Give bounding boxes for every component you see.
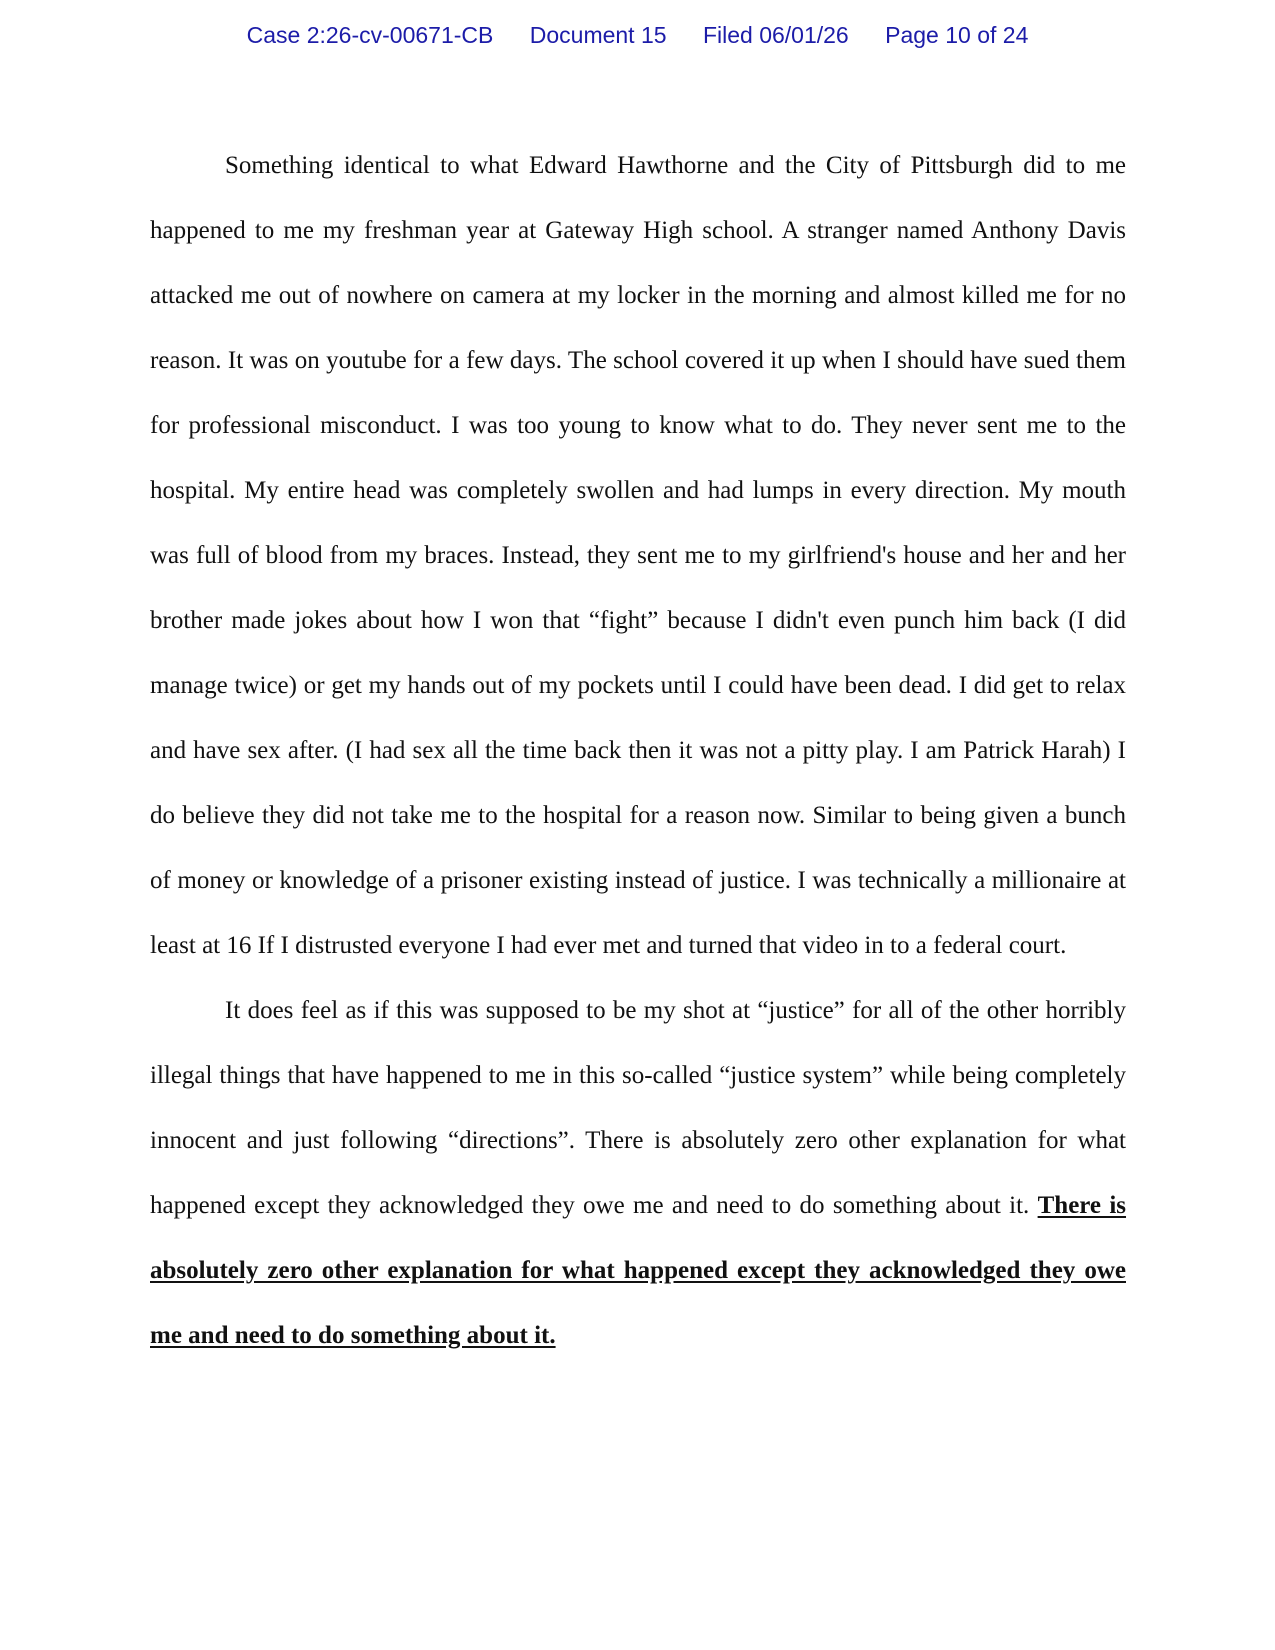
body-text <box>150 133 1126 1368</box>
paragraph-2 <box>150 978 1126 1368</box>
ecf-filing-header <box>0 22 1275 49</box>
document-number: Document 15 <box>529 22 667 48</box>
paragraph-2-emphasis-text: There is absolutely zero other explanation for what happened except they acknowledged they owe me and need to do something about it. <box>150 1192 1127 1349</box>
page-number: Page 10 of 24 <box>885 22 1029 48</box>
paragraph-2-plain-text: It does feel as if this was supposed to be my shot at “justice” for all of the other horribly illegal things that have happened to me in this so-called “justice system” while being completely innocent and just following “directions”. There is absolutely zero other explanation for what happened except they acknowledged they owe me and need to do something about it. <box>150 997 1126 1219</box>
case-number: Case 2:26-cv-00671-CB <box>246 22 494 48</box>
filed-date: Filed 06/01/26 <box>702 22 849 48</box>
paragraph-1: Something identical to what Edward Hawthorne and the City of Pittsburgh did to me happened to me my freshman year at Gateway High school. A stranger named Anthony Davis attacked me out of nowhere on camera at my locker in the morning and almost killed me for no reason. It was on youtube for a few days. The school covered it up when I should have sued them for professional misconduct. I was too young to know what to do. They never sent me to the hospital. My entire head was completely swollen and had lumps in every direction. My mouth was full of blood from my braces. Instead, they sent me to my girlfriend's house and her and her brother made jokes about how I won that “fight” because I didn't even punch him back (I did manage twice) or get my hands out of my pockets until I could have been dead. I did get to relax and have sex after. (I had sex all the time back then it was not a pitty play. I am Patrick Harah) I do believe they did not take me to the hospital for a reason now. Similar to being given a bunch of money or knowledge of a prisoner existing instead of justice. I was technically a millionaire at least at 16 If I distrusted everyone I had ever met and turned that video in to a federal court. <box>150 152 1126 959</box>
